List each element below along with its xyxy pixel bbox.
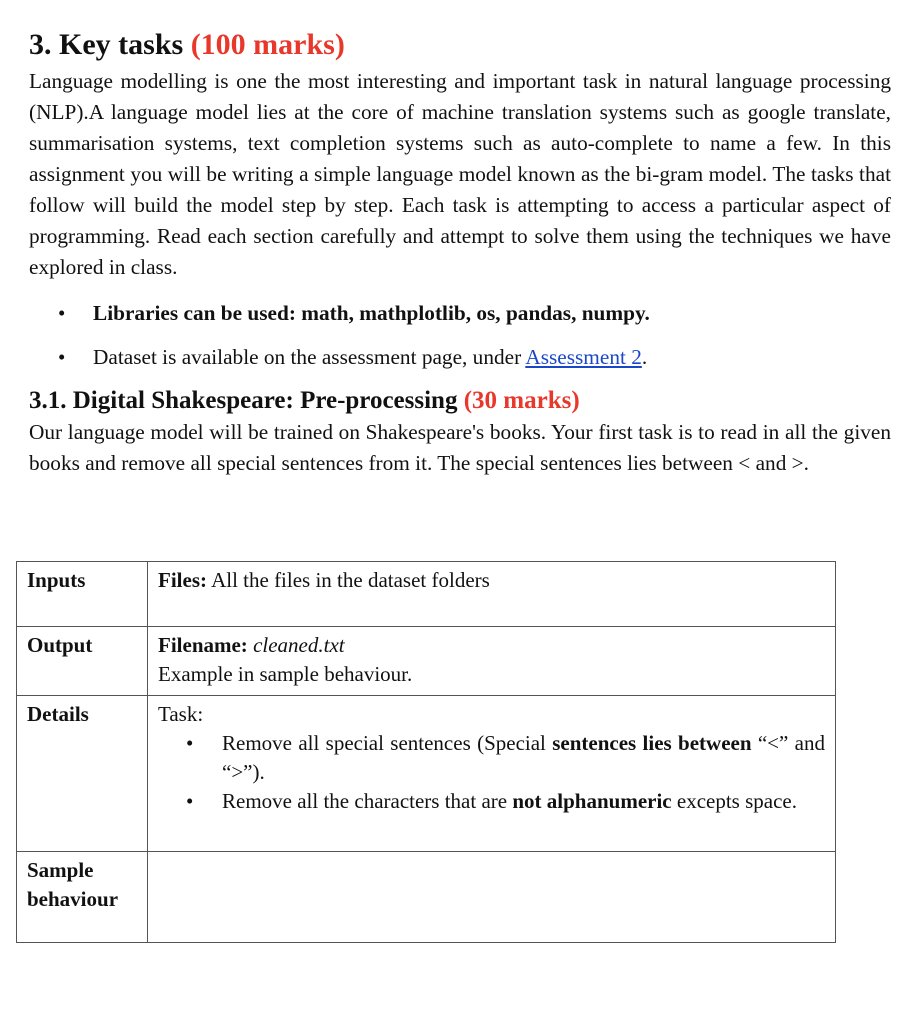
list-item xyxy=(158,729,825,787)
output-label: Output xyxy=(17,627,148,696)
subsection-description: Our language model will be trained on Shakespeare's books. Your first task is to read in all the given books and remove all special sentences from it. The special sentences lies between < and >. xyxy=(29,420,891,475)
dataset-text: Dataset is available on the assessment page, under xyxy=(93,345,526,369)
bullet-icon: • xyxy=(58,345,66,369)
subsection-heading xyxy=(29,385,891,417)
table-row xyxy=(17,627,836,696)
task-spec-table xyxy=(16,561,836,943)
subsection-marks: (30 marks) xyxy=(463,387,580,414)
requirements-list xyxy=(29,298,891,373)
detail-text: Remove all the characters that are xyxy=(222,789,513,813)
sample-label: Sample behaviour xyxy=(17,852,148,943)
inputs-cell xyxy=(148,562,836,627)
list-item xyxy=(29,342,891,373)
inputs-key: Files: xyxy=(158,568,207,592)
output-filename: cleaned.txt xyxy=(253,633,345,657)
list-item xyxy=(29,298,891,329)
detail-bold: not alphanumeric xyxy=(512,789,672,813)
detail-bold: sentences lies between xyxy=(552,731,752,755)
section-heading xyxy=(29,22,891,66)
output-cell xyxy=(148,627,836,696)
table-row xyxy=(17,696,836,852)
details-task: Task: xyxy=(158,702,204,726)
bullet-icon: • xyxy=(186,789,194,813)
sample-cell xyxy=(148,852,836,943)
output-key: Filename: xyxy=(158,633,248,657)
output-note: Example in sample behaviour. xyxy=(158,662,413,686)
detail-text: excepts space. xyxy=(671,789,797,813)
subsection-title: 3.1. Digital Shakespeare: Pre-processing xyxy=(29,387,458,414)
dataset-end: . xyxy=(641,345,648,369)
detail-text: Remove all special sentences (Special xyxy=(222,731,553,755)
bullet-icon: • xyxy=(58,301,66,325)
inputs-value: All the files in the dataset folders xyxy=(206,568,490,592)
details-cell xyxy=(148,696,836,852)
detail-text: “<” and “>”). xyxy=(222,731,825,784)
assessment-link[interactable]: Assessment 2 xyxy=(525,345,642,369)
libraries-text: Libraries can be used: math, mathplotlib, os, pandas, numpy. xyxy=(93,301,650,325)
table-row xyxy=(17,852,836,943)
details-label: Details xyxy=(17,696,148,852)
document xyxy=(29,22,891,479)
bullet-icon: • xyxy=(186,731,194,755)
details-list xyxy=(158,729,825,816)
intro-paragraph: Language modelling is one the most interesting and important task in natural language processing (NLP).A language model lies at the core of machine translation systems such as google translate, summarisation systems, text completion systems such as auto-complete to name a few. In this assignment you will be writing a simple language model known as the bi-gram model. The tasks that follow will build the model step by step. Each task is attempting to access a particular aspect of programming. Read each section carefully and attempt to solve them using the techniques we have explored in class. xyxy=(29,69,891,279)
section-marks: (100 marks) xyxy=(190,28,345,61)
section-title: 3. Key tasks xyxy=(29,28,184,61)
table-row xyxy=(17,562,836,627)
list-item xyxy=(158,787,825,816)
inputs-label: Inputs xyxy=(17,562,148,627)
